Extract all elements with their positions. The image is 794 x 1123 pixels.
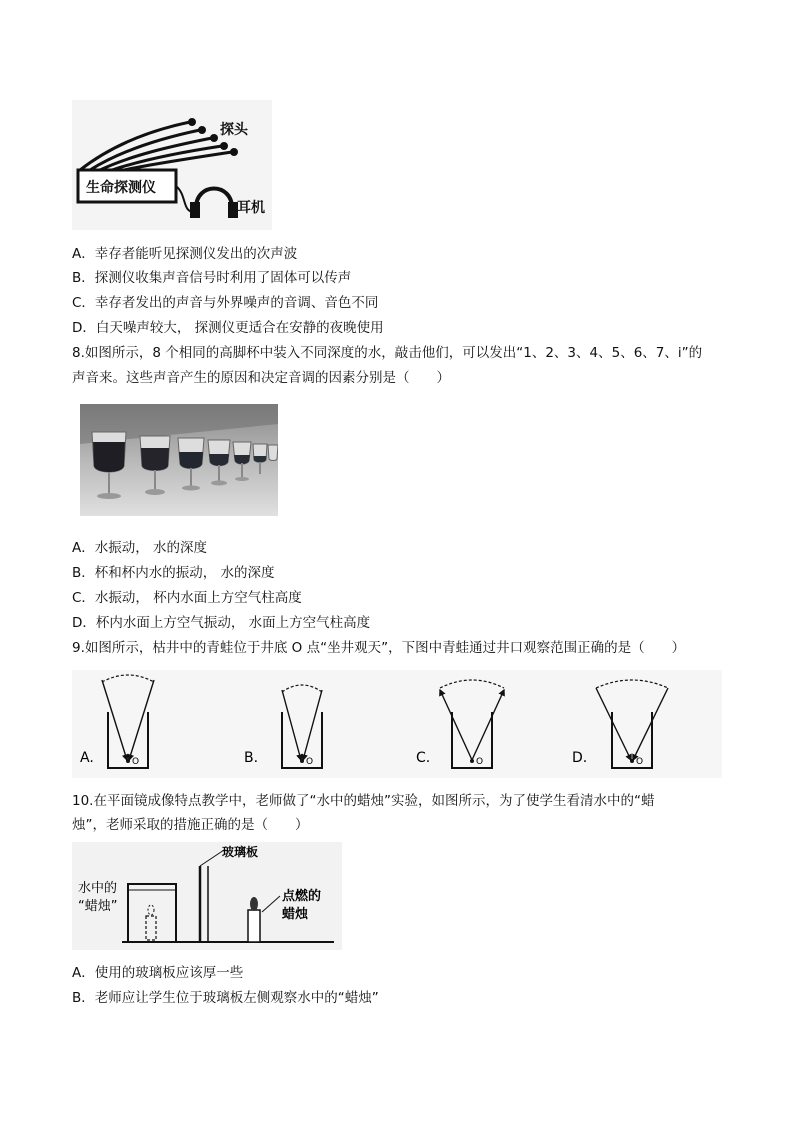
q9-stem: 9.如图所示，枯井中的青蛙位于井底 O 点“坐井观天”，下图中青蛙通过井口观察范围正确的是（ ）	[72, 640, 686, 656]
q8-stem-line2: 声音来。这些声音产生的原因和决定音调的因素分别是（ ）	[72, 370, 450, 386]
water-beaker	[128, 884, 176, 942]
glass-label: 玻璃板	[222, 845, 259, 859]
wine-glasses-photo	[80, 404, 278, 516]
q7-option-a: A．幸存者能听见探测仪发出的次声波	[72, 246, 298, 262]
earphone-label: 耳机	[237, 200, 265, 216]
label-d: D.	[572, 750, 588, 766]
candle-water-figure	[72, 842, 342, 950]
label-b: B.	[244, 750, 259, 766]
probe-cables	[80, 122, 232, 170]
q8-option-c: C．水振动， 杯内水面上方空气柱高度	[72, 590, 302, 606]
q8-option-a: A．水振动， 水的深度	[72, 540, 208, 556]
q8-option-d: D．杯内水面上方空气振动， 水面上方空气柱高度	[72, 615, 371, 631]
point-o-a: O	[132, 757, 140, 767]
diagram-c	[416, 680, 504, 768]
q8-stem-line1: 8.如图所示，8 个相同的高脚杯中装入不同深度的水，敲击他们，可以发出“1、2、3、4、5、6、7、i”的	[72, 345, 703, 361]
q7-option-b: B．探测仪收集声音信号时利用了固体可以传声	[72, 270, 352, 286]
candle-label-2: 蜡烛	[282, 907, 309, 922]
q8-option-b: B．杯和杯内水的振动， 水的深度	[72, 565, 275, 581]
q7-option-c: C．幸存者发出的声音与外界噪声的音调、音色不同	[72, 295, 379, 311]
lit-candle	[248, 910, 260, 942]
water-label-1: 水中的	[78, 881, 118, 896]
q10-option-b: B．老师应让学生位于玻璃板左侧观察水中的“蜡烛”	[72, 990, 379, 1006]
water-label-2: “蜡烛”	[78, 899, 118, 914]
diagram-a	[80, 675, 154, 768]
device-label: 生命探测仪	[86, 180, 156, 196]
point-o-b: O	[306, 757, 314, 767]
point-o-d: O	[636, 757, 644, 767]
probe-label: 探头	[220, 122, 248, 138]
point-o-c: O	[476, 757, 484, 767]
q10-stem-line1: 10.在平面镜成像特点教学中，老师做了“水中的蜡烛”实验，如图所示，为了使学生看清水中的“蜡	[72, 793, 655, 809]
life-detector-figure	[72, 100, 272, 230]
diagram-b	[244, 685, 322, 768]
diagram-d	[572, 680, 668, 768]
q7-option-d: D．白天噪声较大， 探测仪更适合在安静的夜晚使用	[72, 320, 384, 336]
label-c: C.	[416, 750, 431, 766]
frog-well-diagrams	[72, 670, 722, 778]
q10-stem-line2: 烛”，老师采取的措施正确的是（ ）	[72, 817, 309, 833]
candle-label-1: 点燃的	[282, 889, 322, 904]
q10-option-a: A．使用的玻璃板应该厚一些	[72, 965, 244, 981]
label-a: A.	[80, 750, 94, 766]
headphones-icon	[190, 189, 238, 219]
